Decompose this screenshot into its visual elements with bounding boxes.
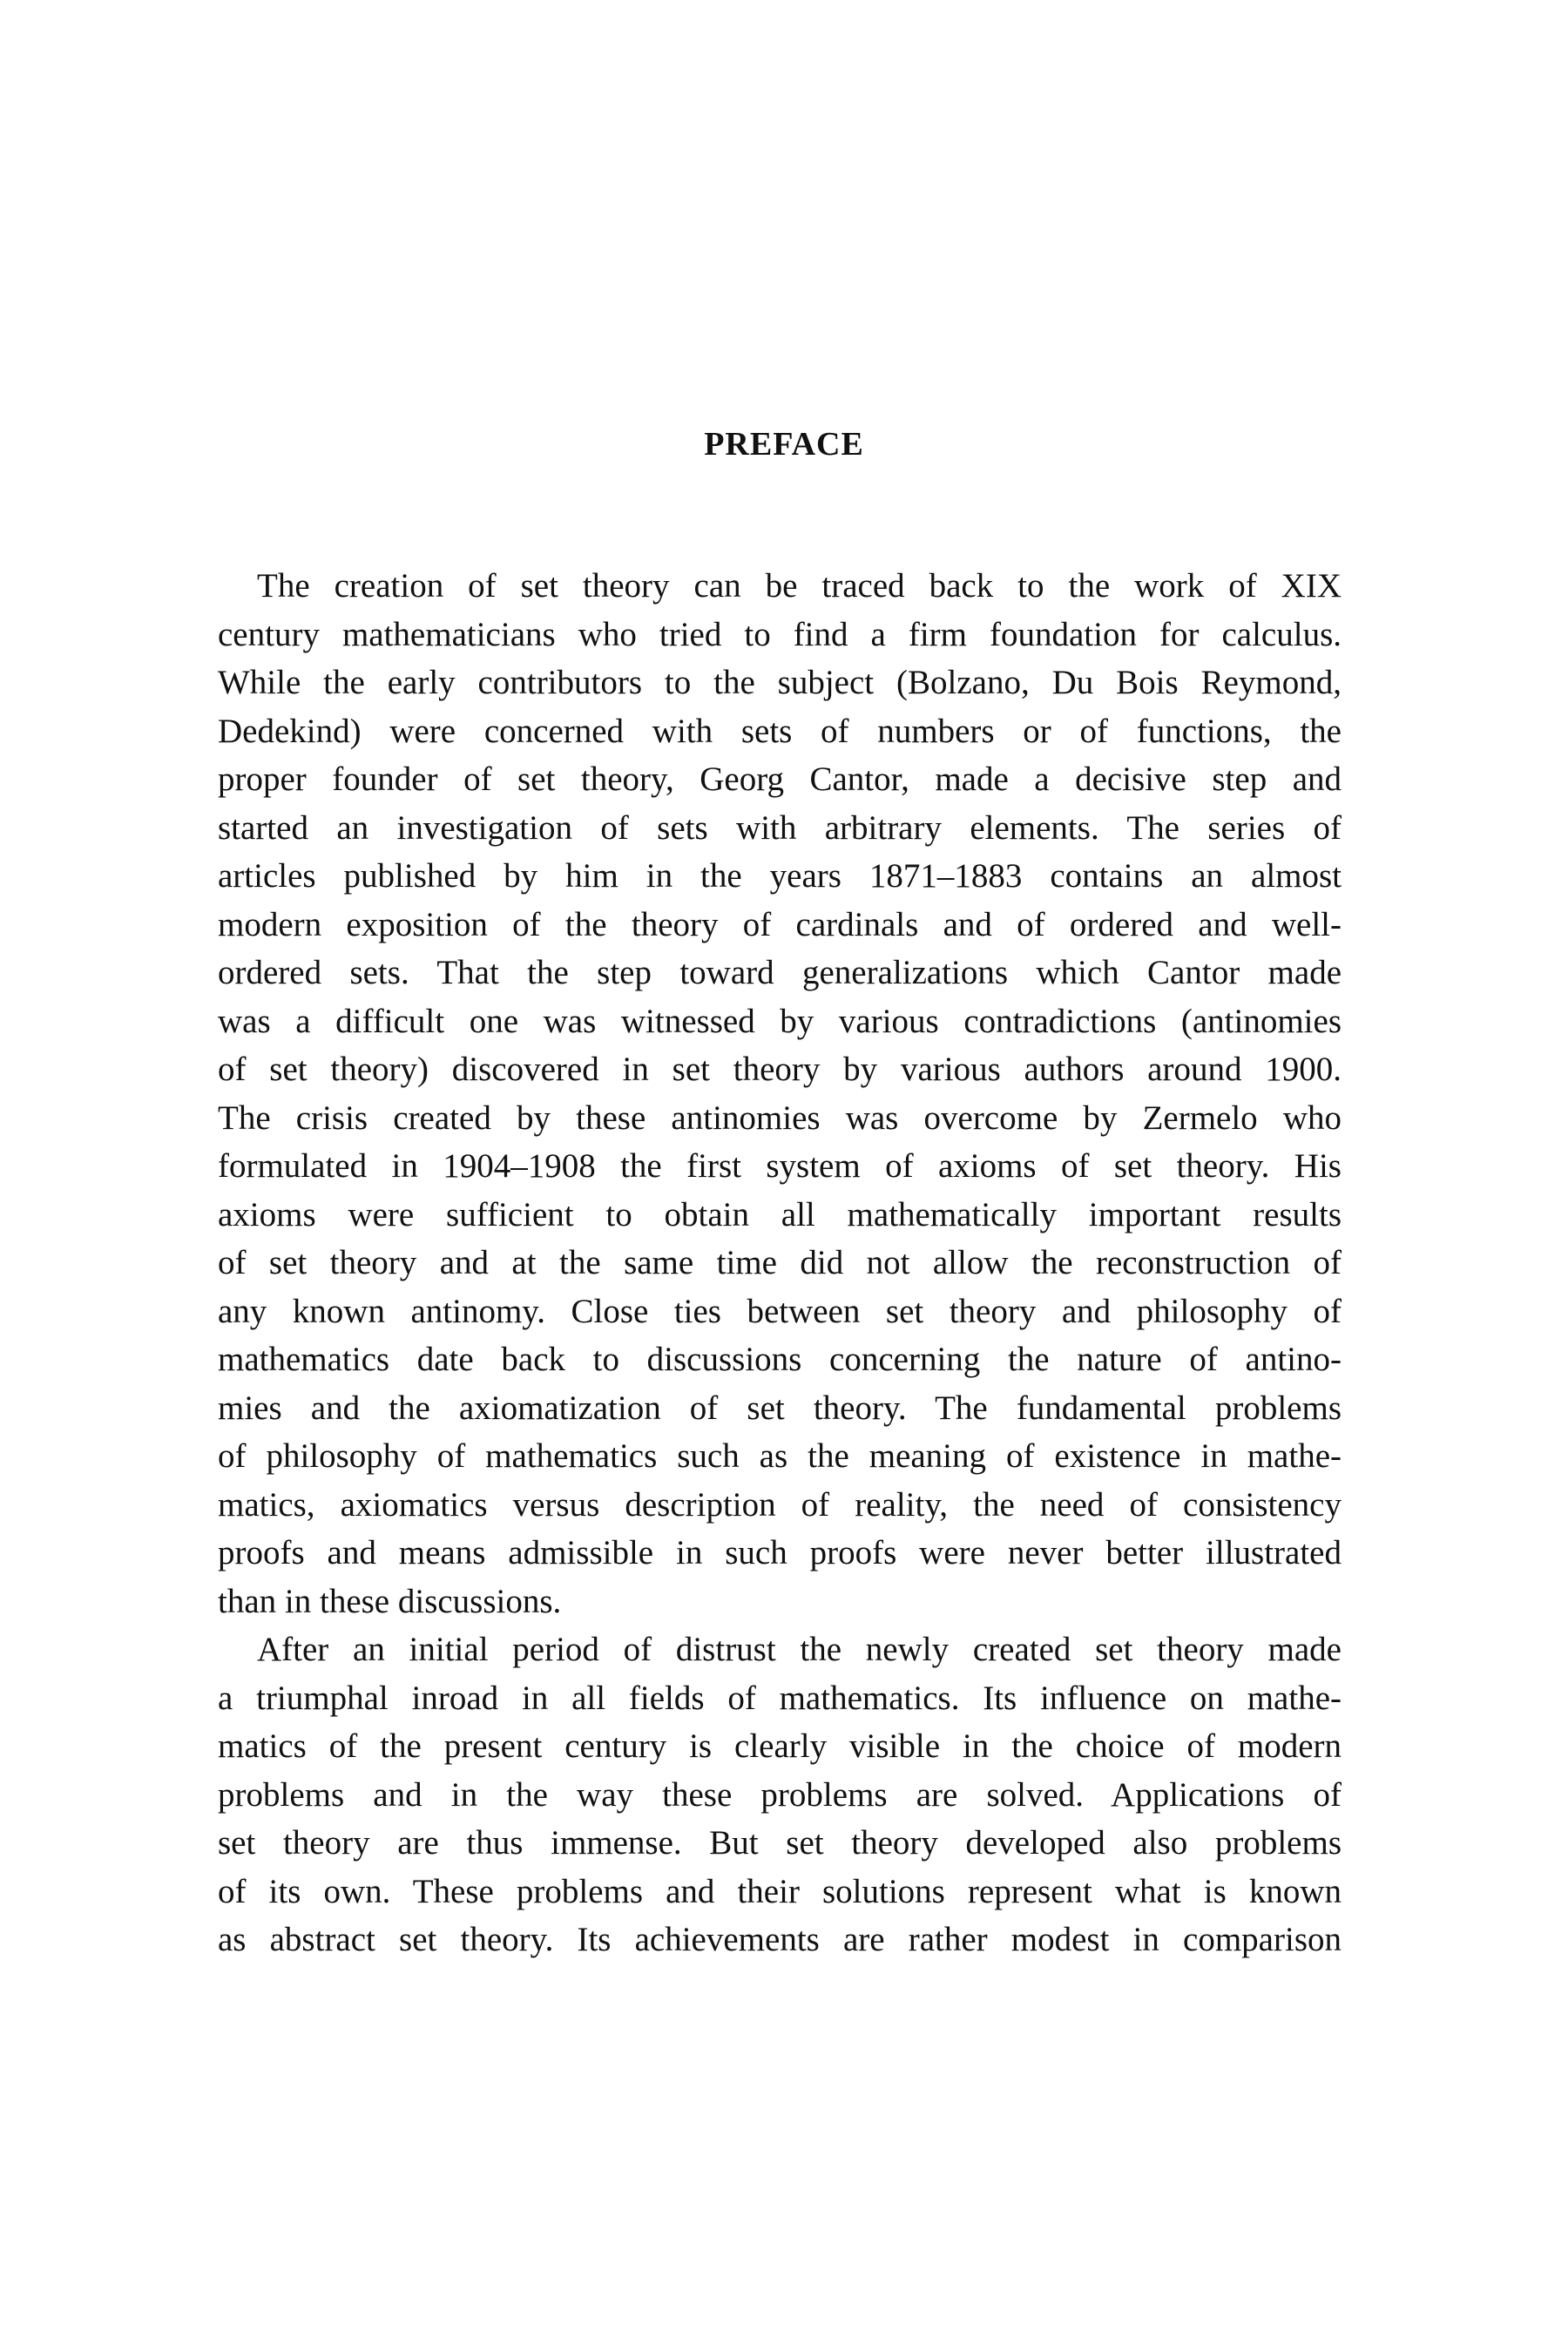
text-line: mathematics date back to discussions concerning the nature of antino- bbox=[218, 1341, 1342, 1378]
text-line: of set theory and at the same time did not allow the reconstruction of bbox=[218, 1244, 1342, 1281]
text-line: of set theory) discovered in set theory by various authors around 1900. bbox=[218, 1051, 1342, 1088]
paragraph-2 bbox=[218, 1625, 1342, 1964]
text-line: articles published by him in the years 1871–1883 contains an almost bbox=[218, 857, 1342, 895]
paragraph-1 bbox=[218, 562, 1342, 1625]
text-line: was a difficult one was witnessed by various contradictions (antinomies bbox=[218, 1002, 1342, 1040]
text-line: While the early contributors to the subject (Bolzano, Du Bois Reymond, bbox=[218, 664, 1342, 701]
text-line: than in these discussions. bbox=[218, 1582, 562, 1620]
preface-body bbox=[218, 562, 1342, 1964]
text-line: a triumphal inroad in all fields of mathematics. Its influence on mathe- bbox=[218, 1679, 1342, 1717]
text-line: of its own. These problems and their solutions represent what is known bbox=[218, 1872, 1342, 1910]
text-line: as abstract set theory. Its achievements are rather modest in comparison bbox=[218, 1921, 1342, 1958]
text-line: proofs and means admissible in such proofs were never better illustrated bbox=[218, 1534, 1342, 1571]
text-line: of philosophy of mathematics such as the meaning of existence in mathe- bbox=[218, 1437, 1342, 1475]
text-line: After an initial period of distrust the newly created set theory made bbox=[257, 1631, 1342, 1668]
text-line: The crisis created by these antinomies was overcome by Zermelo who bbox=[218, 1098, 1342, 1137]
text-line: formulated in 1904–1908 the first system of axioms of set theory. His bbox=[218, 1147, 1342, 1185]
text-line: any known antinomy. Close ties between set theory and philosophy of bbox=[218, 1292, 1342, 1330]
text-line: started an investigation of sets with arbitrary elements. The series of bbox=[218, 808, 1342, 847]
text-line: mies and the axiomatization of set theory. The fundamental problems bbox=[218, 1389, 1342, 1427]
text-line: matics of the present century is clearly visible in the choice of modern bbox=[218, 1727, 1342, 1765]
text-line: Dedekind) were concerned with sets of numbers or of functions, the bbox=[218, 712, 1342, 750]
text-line: axioms were sufficient to obtain all mathematically important results bbox=[218, 1195, 1342, 1233]
text-line: problems and in the way these problems are solved. Applications of bbox=[218, 1775, 1342, 1814]
text-line: set theory are thus immense. But set theory developed also problems bbox=[218, 1824, 1342, 1862]
text-line: ordered sets. That the step toward generalizations which Cantor made bbox=[218, 954, 1342, 991]
text-line: modern exposition of the theory of cardinals and of ordered and well- bbox=[218, 905, 1342, 943]
text-line: proper founder of set theory, Georg Cantor, made a decisive step and bbox=[218, 760, 1342, 798]
text-line: century mathematicians who tried to find a firm foundation for calculus. bbox=[218, 615, 1342, 653]
text-line: matics, axiomatics versus description of reality, the need of consistency bbox=[218, 1485, 1342, 1524]
text-line: The creation of set theory can be traced back to the work of XIX bbox=[257, 567, 1342, 605]
page-title: PREFACE bbox=[704, 426, 864, 463]
